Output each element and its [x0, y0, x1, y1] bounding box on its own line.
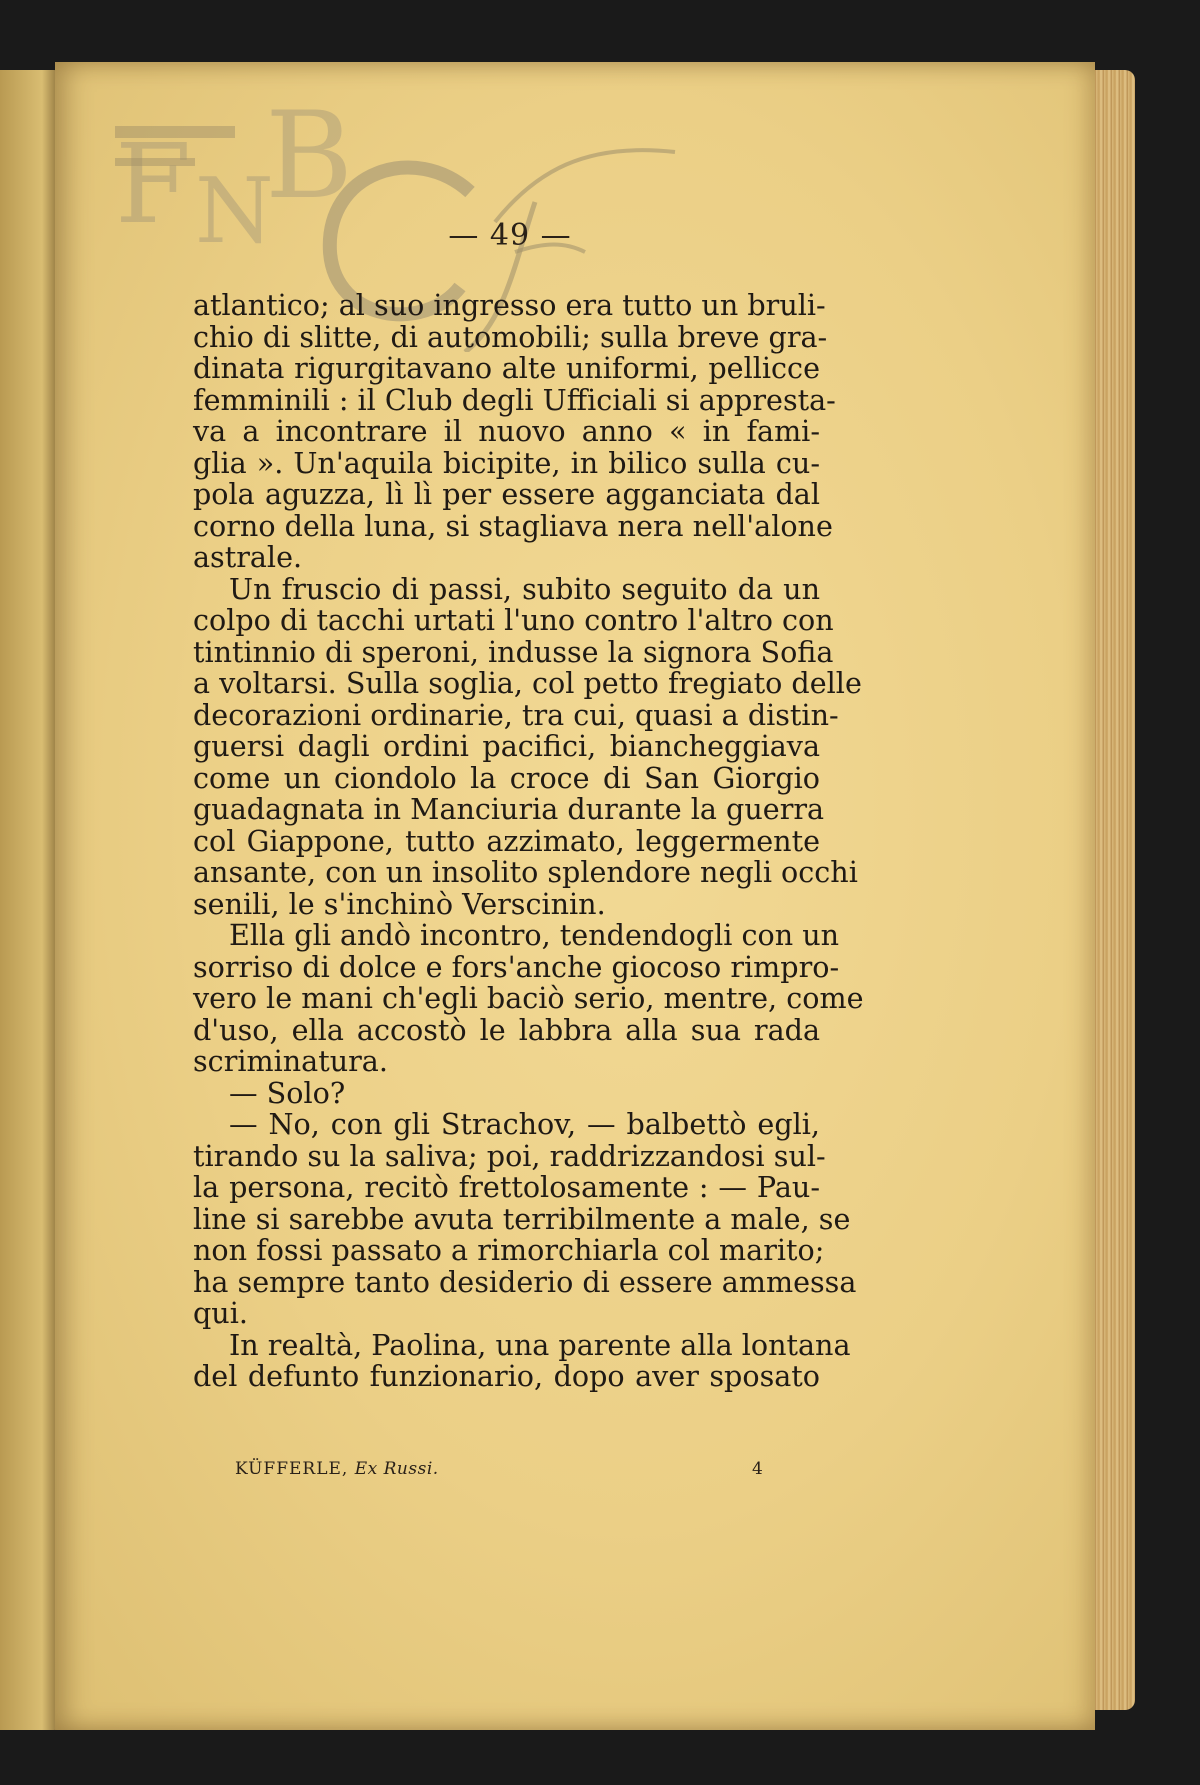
footer-book-title: Ex Russi. [354, 1459, 439, 1479]
text-line: chio di slitte, di automobili; sulla breve gra- [193, 319, 828, 354]
text-line: colpo di tacchi urtati l'uno contro l'altro con [193, 603, 834, 637]
text-line: vero le mani ch'egli baciò serio, mentre, come [193, 981, 864, 1015]
text-line: Un fruscio di passi, subito seguito da un [229, 571, 820, 606]
text-line: glia ». Un'aquila bicipite, in bilico sulla cu- [193, 445, 820, 480]
svg-text:N: N [195, 159, 274, 264]
text-line: Ella gli andò incontro, tendendogli con un [229, 918, 840, 952]
text-line: femminili : il Club degli Ufficiali si appresta- [193, 382, 836, 417]
text-line: guersi dagli ordini pacifici, biancheggiava [193, 729, 820, 763]
footer-author: KÜFFERLE, [235, 1459, 349, 1479]
footer-signature-mark: 4 [752, 1459, 763, 1479]
text-line: senili, le s'inchinò Verscinin. [193, 886, 606, 921]
text-line: — No, con gli Strachov, — balbettò egli, [229, 1107, 820, 1141]
text-line: line si sarebbe avuta terribilmente a male, se [193, 1201, 851, 1236]
text-line: d'uso, ella accostò le labbra alla sua rada [193, 1012, 820, 1047]
text-line: corno della luna, si stagliava nera nell'alone [193, 508, 833, 543]
text-line: astrale. [193, 540, 303, 574]
text-line: — Solo? [229, 1075, 346, 1110]
text-line: ha sempre tanto desiderio di essere ammessa [193, 1264, 857, 1299]
text-line: a voltarsi. Sulla soglia, col petto fregiato delle [193, 666, 862, 700]
body-text [193, 288, 864, 1393]
text-line: va a incontrare il nuovo anno « in fami- [193, 414, 820, 448]
text-line: scriminatura. [193, 1044, 388, 1078]
page-number: — 49 — [448, 218, 572, 253]
text-line: come un ciondolo la croce di San Giorgio [193, 760, 820, 795]
text-line: atlantico; al suo ingresso era tutto un bruli- [193, 288, 826, 322]
text-line: la persona, recitò frettolosamente : — Pau- [193, 1170, 820, 1204]
text-line: non fossi passato a rimorchiarla col marito; [193, 1233, 825, 1267]
text-line: col Giappone, tutto azzimato, leggermente [193, 823, 820, 858]
text-line: sorriso di dolce e fors'anche giocoso rimpro- [193, 949, 840, 984]
left-page-edge [0, 70, 60, 1730]
text-line: tirando su la saliva; poi, raddrizzandosi sul- [193, 1138, 826, 1173]
text-line: tintinnio di speroni, indusse la signora Sofia [193, 634, 834, 669]
text-line: In realtà, Paolina, una parente alla lontana [229, 1327, 851, 1362]
text-line: pola aguzza, lì lì per essere agganciata dal [193, 477, 820, 511]
text-line: guadagnata in Manciuria durante la guerra [193, 792, 825, 826]
text-line: dinata rigurgitavano alte uniformi, pellicce [193, 351, 820, 385]
text-line: ansante, con un insolito splendore negli occhi [193, 855, 858, 889]
svg-text:B: B [265, 102, 354, 226]
text-line: decorazioni ordinarie, tra cui, quasi a distin- [193, 697, 839, 732]
text-line: del defunto funzionario, dopo aver sposato [193, 1359, 820, 1393]
text-line: qui. [193, 1296, 248, 1330]
footer-author-title [235, 1459, 439, 1479]
svg-text:F: F [115, 120, 192, 248]
